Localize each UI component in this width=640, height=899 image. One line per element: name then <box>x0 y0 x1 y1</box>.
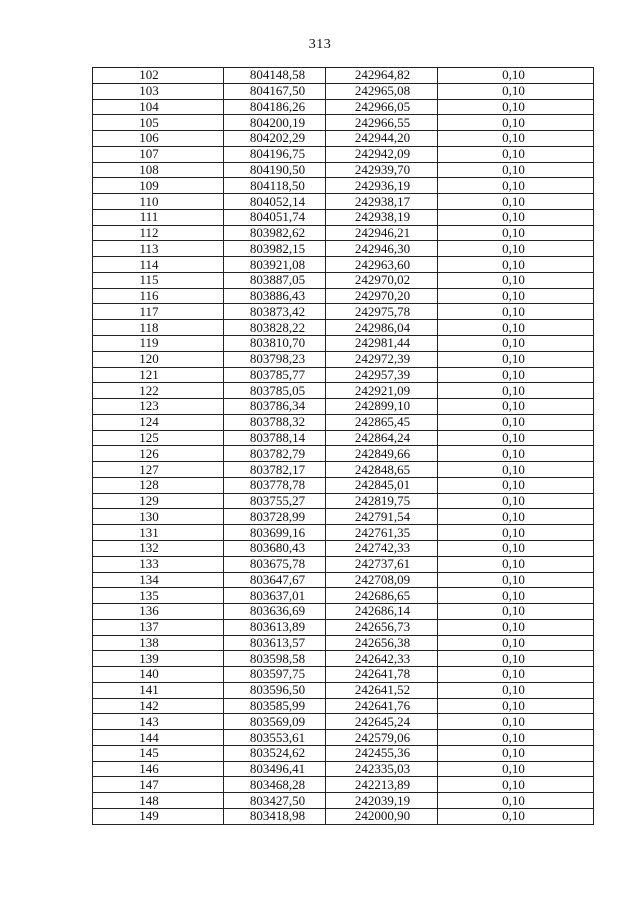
precision-cell: 0,10 <box>438 68 594 84</box>
x-coordinate-cell: 803982,62 <box>224 225 326 241</box>
point-number-cell: 130 <box>93 509 224 525</box>
y-coordinate-cell: 242000,90 <box>326 808 438 824</box>
precision-cell: 0,10 <box>438 509 594 525</box>
y-coordinate-cell: 242899,10 <box>326 399 438 415</box>
precision-cell: 0,10 <box>438 493 594 509</box>
y-coordinate-cell: 242938,17 <box>326 194 438 210</box>
y-coordinate-cell: 242656,73 <box>326 619 438 635</box>
precision-cell: 0,10 <box>438 336 594 352</box>
y-coordinate-cell: 242737,61 <box>326 556 438 572</box>
precision-cell: 0,10 <box>438 588 594 604</box>
table-row <box>93 493 594 509</box>
precision-cell: 0,10 <box>438 83 594 99</box>
coordinates-table-body <box>93 68 594 825</box>
precision-cell: 0,10 <box>438 667 594 683</box>
x-coordinate-cell: 803788,32 <box>224 414 326 430</box>
point-number-cell: 110 <box>93 194 224 210</box>
table-row <box>93 682 594 698</box>
point-number-cell: 121 <box>93 367 224 383</box>
y-coordinate-cell: 242946,21 <box>326 225 438 241</box>
point-number-cell: 102 <box>93 68 224 84</box>
table-row <box>93 241 594 257</box>
x-coordinate-cell: 804118,50 <box>224 178 326 194</box>
precision-cell: 0,10 <box>438 225 594 241</box>
table-row <box>93 604 594 620</box>
y-coordinate-cell: 242975,78 <box>326 304 438 320</box>
table-row <box>93 367 594 383</box>
x-coordinate-cell: 804051,74 <box>224 209 326 225</box>
point-number-cell: 120 <box>93 351 224 367</box>
y-coordinate-cell: 242845,01 <box>326 477 438 493</box>
precision-cell: 0,10 <box>438 745 594 761</box>
precision-cell: 0,10 <box>438 304 594 320</box>
x-coordinate-cell: 803886,43 <box>224 288 326 304</box>
table-row <box>93 288 594 304</box>
point-number-cell: 111 <box>93 209 224 225</box>
point-number-cell: 113 <box>93 241 224 257</box>
y-coordinate-cell: 242970,02 <box>326 272 438 288</box>
precision-cell: 0,10 <box>438 698 594 714</box>
x-coordinate-cell: 803585,99 <box>224 698 326 714</box>
table-row <box>93 793 594 809</box>
precision-cell: 0,10 <box>438 682 594 698</box>
x-coordinate-cell: 803798,23 <box>224 351 326 367</box>
precision-cell: 0,10 <box>438 209 594 225</box>
point-number-cell: 127 <box>93 462 224 478</box>
x-coordinate-cell: 803728,99 <box>224 509 326 525</box>
y-coordinate-cell: 242939,70 <box>326 162 438 178</box>
x-coordinate-cell: 804167,50 <box>224 83 326 99</box>
precision-cell: 0,10 <box>438 257 594 273</box>
x-coordinate-cell: 803810,70 <box>224 336 326 352</box>
point-number-cell: 133 <box>93 556 224 572</box>
point-number-cell: 142 <box>93 698 224 714</box>
y-coordinate-cell: 242641,78 <box>326 667 438 683</box>
point-number-cell: 103 <box>93 83 224 99</box>
point-number-cell: 117 <box>93 304 224 320</box>
point-number-cell: 132 <box>93 540 224 556</box>
x-coordinate-cell: 803982,15 <box>224 241 326 257</box>
y-coordinate-cell: 242761,35 <box>326 525 438 541</box>
y-coordinate-cell: 242946,30 <box>326 241 438 257</box>
point-number-cell: 126 <box>93 446 224 462</box>
x-coordinate-cell: 803427,50 <box>224 793 326 809</box>
y-coordinate-cell: 242942,09 <box>326 146 438 162</box>
x-coordinate-cell: 803699,16 <box>224 525 326 541</box>
y-coordinate-cell: 242742,33 <box>326 540 438 556</box>
point-number-cell: 122 <box>93 383 224 399</box>
precision-cell: 0,10 <box>438 446 594 462</box>
point-number-cell: 134 <box>93 572 224 588</box>
precision-cell: 0,10 <box>438 99 594 115</box>
x-coordinate-cell: 803828,22 <box>224 320 326 336</box>
point-number-cell: 143 <box>93 714 224 730</box>
precision-cell: 0,10 <box>438 808 594 824</box>
table-row <box>93 399 594 415</box>
table-row <box>93 209 594 225</box>
y-coordinate-cell: 242970,20 <box>326 288 438 304</box>
table-row <box>93 131 594 147</box>
y-coordinate-cell: 242848,65 <box>326 462 438 478</box>
table-row <box>93 745 594 761</box>
point-number-cell: 123 <box>93 399 224 415</box>
point-number-cell: 129 <box>93 493 224 509</box>
x-coordinate-cell: 803613,89 <box>224 619 326 635</box>
table-row <box>93 730 594 746</box>
table-row <box>93 477 594 493</box>
table-row <box>93 714 594 730</box>
table-row <box>93 414 594 430</box>
table-row <box>93 257 594 273</box>
precision-cell: 0,10 <box>438 635 594 651</box>
point-number-cell: 124 <box>93 414 224 430</box>
table-row <box>93 509 594 525</box>
x-coordinate-cell: 804202,29 <box>224 131 326 147</box>
precision-cell: 0,10 <box>438 194 594 210</box>
y-coordinate-cell: 242865,45 <box>326 414 438 430</box>
y-coordinate-cell: 242579,06 <box>326 730 438 746</box>
coordinates-table <box>92 67 594 825</box>
point-number-cell: 144 <box>93 730 224 746</box>
table-row <box>93 651 594 667</box>
point-number-cell: 107 <box>93 146 224 162</box>
x-coordinate-cell: 804196,75 <box>224 146 326 162</box>
y-coordinate-cell: 242921,09 <box>326 383 438 399</box>
precision-cell: 0,10 <box>438 777 594 793</box>
y-coordinate-cell: 242335,03 <box>326 761 438 777</box>
x-coordinate-cell: 803647,67 <box>224 572 326 588</box>
table-row <box>93 320 594 336</box>
point-number-cell: 148 <box>93 793 224 809</box>
table-row <box>93 115 594 131</box>
x-coordinate-cell: 803786,34 <box>224 399 326 415</box>
point-number-cell: 109 <box>93 178 224 194</box>
y-coordinate-cell: 242966,05 <box>326 99 438 115</box>
x-coordinate-cell: 803636,69 <box>224 604 326 620</box>
precision-cell: 0,10 <box>438 714 594 730</box>
x-coordinate-cell: 803596,50 <box>224 682 326 698</box>
y-coordinate-cell: 242957,39 <box>326 367 438 383</box>
point-number-cell: 138 <box>93 635 224 651</box>
x-coordinate-cell: 803873,42 <box>224 304 326 320</box>
point-number-cell: 147 <box>93 777 224 793</box>
precision-cell: 0,10 <box>438 761 594 777</box>
point-number-cell: 118 <box>93 320 224 336</box>
point-number-cell: 105 <box>93 115 224 131</box>
y-coordinate-cell: 242972,39 <box>326 351 438 367</box>
precision-cell: 0,10 <box>438 462 594 478</box>
precision-cell: 0,10 <box>438 131 594 147</box>
y-coordinate-cell: 242686,65 <box>326 588 438 604</box>
point-number-cell: 136 <box>93 604 224 620</box>
precision-cell: 0,10 <box>438 525 594 541</box>
x-coordinate-cell: 803553,61 <box>224 730 326 746</box>
precision-cell: 0,10 <box>438 320 594 336</box>
table-row <box>93 446 594 462</box>
x-coordinate-cell: 803418,98 <box>224 808 326 824</box>
table-row <box>93 162 594 178</box>
y-coordinate-cell: 242864,24 <box>326 430 438 446</box>
y-coordinate-cell: 242708,09 <box>326 572 438 588</box>
point-number-cell: 106 <box>93 131 224 147</box>
precision-cell: 0,10 <box>438 383 594 399</box>
y-coordinate-cell: 242641,52 <box>326 682 438 698</box>
table-row <box>93 336 594 352</box>
precision-cell: 0,10 <box>438 367 594 383</box>
point-number-cell: 128 <box>93 477 224 493</box>
table-row <box>93 525 594 541</box>
precision-cell: 0,10 <box>438 430 594 446</box>
table-row <box>93 808 594 824</box>
y-coordinate-cell: 242455,36 <box>326 745 438 761</box>
x-coordinate-cell: 803496,41 <box>224 761 326 777</box>
x-coordinate-cell: 803782,79 <box>224 446 326 462</box>
x-coordinate-cell: 803613,57 <box>224 635 326 651</box>
point-number-cell: 104 <box>93 99 224 115</box>
y-coordinate-cell: 242986,04 <box>326 320 438 336</box>
point-number-cell: 125 <box>93 430 224 446</box>
precision-cell: 0,10 <box>438 414 594 430</box>
x-coordinate-cell: 804190,50 <box>224 162 326 178</box>
table-row <box>93 698 594 714</box>
point-number-cell: 146 <box>93 761 224 777</box>
point-number-cell: 137 <box>93 619 224 635</box>
precision-cell: 0,10 <box>438 477 594 493</box>
y-coordinate-cell: 242849,66 <box>326 446 438 462</box>
table-row <box>93 667 594 683</box>
y-coordinate-cell: 242641,76 <box>326 698 438 714</box>
y-coordinate-cell: 242944,20 <box>326 131 438 147</box>
table-row <box>93 68 594 84</box>
x-coordinate-cell: 803921,08 <box>224 257 326 273</box>
table-row <box>93 619 594 635</box>
precision-cell: 0,10 <box>438 399 594 415</box>
point-number-cell: 114 <box>93 257 224 273</box>
x-coordinate-cell: 804200,19 <box>224 115 326 131</box>
precision-cell: 0,10 <box>438 272 594 288</box>
page-number: 313 <box>308 37 332 52</box>
table-row <box>93 83 594 99</box>
table-row <box>93 225 594 241</box>
precision-cell: 0,10 <box>438 604 594 620</box>
precision-cell: 0,10 <box>438 146 594 162</box>
x-coordinate-cell: 803468,28 <box>224 777 326 793</box>
precision-cell: 0,10 <box>438 619 594 635</box>
precision-cell: 0,10 <box>438 162 594 178</box>
point-number-cell: 131 <box>93 525 224 541</box>
table-row <box>93 635 594 651</box>
precision-cell: 0,10 <box>438 540 594 556</box>
x-coordinate-cell: 804052,14 <box>224 194 326 210</box>
point-number-cell: 116 <box>93 288 224 304</box>
y-coordinate-cell: 242819,75 <box>326 493 438 509</box>
point-number-cell: 139 <box>93 651 224 667</box>
table-row <box>93 540 594 556</box>
table-row <box>93 777 594 793</box>
table-row <box>93 430 594 446</box>
x-coordinate-cell: 803524,62 <box>224 745 326 761</box>
precision-cell: 0,10 <box>438 288 594 304</box>
x-coordinate-cell: 803785,05 <box>224 383 326 399</box>
x-coordinate-cell: 803597,75 <box>224 667 326 683</box>
table-row <box>93 304 594 320</box>
x-coordinate-cell: 803569,09 <box>224 714 326 730</box>
y-coordinate-cell: 242965,08 <box>326 83 438 99</box>
precision-cell: 0,10 <box>438 572 594 588</box>
y-coordinate-cell: 242039,19 <box>326 793 438 809</box>
y-coordinate-cell: 242791,54 <box>326 509 438 525</box>
y-coordinate-cell: 242938,19 <box>326 209 438 225</box>
point-number-cell: 141 <box>93 682 224 698</box>
x-coordinate-cell: 804186,26 <box>224 99 326 115</box>
point-number-cell: 108 <box>93 162 224 178</box>
x-coordinate-cell: 803755,27 <box>224 493 326 509</box>
point-number-cell: 112 <box>93 225 224 241</box>
y-coordinate-cell: 242981,44 <box>326 336 438 352</box>
y-coordinate-cell: 242213,89 <box>326 777 438 793</box>
table-row <box>93 761 594 777</box>
table-row <box>93 351 594 367</box>
precision-cell: 0,10 <box>438 793 594 809</box>
x-coordinate-cell: 803782,17 <box>224 462 326 478</box>
point-number-cell: 145 <box>93 745 224 761</box>
point-number-cell: 115 <box>93 272 224 288</box>
precision-cell: 0,10 <box>438 115 594 131</box>
table-row <box>93 462 594 478</box>
x-coordinate-cell: 803887,05 <box>224 272 326 288</box>
x-coordinate-cell: 803778,78 <box>224 477 326 493</box>
y-coordinate-cell: 242963,60 <box>326 257 438 273</box>
table-row <box>93 272 594 288</box>
x-coordinate-cell: 803675,78 <box>224 556 326 572</box>
table-row <box>93 99 594 115</box>
y-coordinate-cell: 242964,82 <box>326 68 438 84</box>
precision-cell: 0,10 <box>438 651 594 667</box>
y-coordinate-cell: 242936,19 <box>326 178 438 194</box>
y-coordinate-cell: 242966,55 <box>326 115 438 131</box>
table-row <box>93 194 594 210</box>
x-coordinate-cell: 803680,43 <box>224 540 326 556</box>
y-coordinate-cell: 242645,24 <box>326 714 438 730</box>
table-row <box>93 383 594 399</box>
x-coordinate-cell: 803785,77 <box>224 367 326 383</box>
precision-cell: 0,10 <box>438 730 594 746</box>
table-row <box>93 556 594 572</box>
point-number-cell: 149 <box>93 808 224 824</box>
precision-cell: 0,10 <box>438 241 594 257</box>
table-row <box>93 572 594 588</box>
point-number-cell: 119 <box>93 336 224 352</box>
x-coordinate-cell: 803598,58 <box>224 651 326 667</box>
table-row <box>93 146 594 162</box>
x-coordinate-cell: 804148,58 <box>224 68 326 84</box>
x-coordinate-cell: 803788,14 <box>224 430 326 446</box>
precision-cell: 0,10 <box>438 178 594 194</box>
point-number-cell: 140 <box>93 667 224 683</box>
precision-cell: 0,10 <box>438 351 594 367</box>
table-row <box>93 178 594 194</box>
precision-cell: 0,10 <box>438 556 594 572</box>
y-coordinate-cell: 242656,38 <box>326 635 438 651</box>
x-coordinate-cell: 803637,01 <box>224 588 326 604</box>
table-row <box>93 588 594 604</box>
y-coordinate-cell: 242686,14 <box>326 604 438 620</box>
y-coordinate-cell: 242642,33 <box>326 651 438 667</box>
point-number-cell: 135 <box>93 588 224 604</box>
